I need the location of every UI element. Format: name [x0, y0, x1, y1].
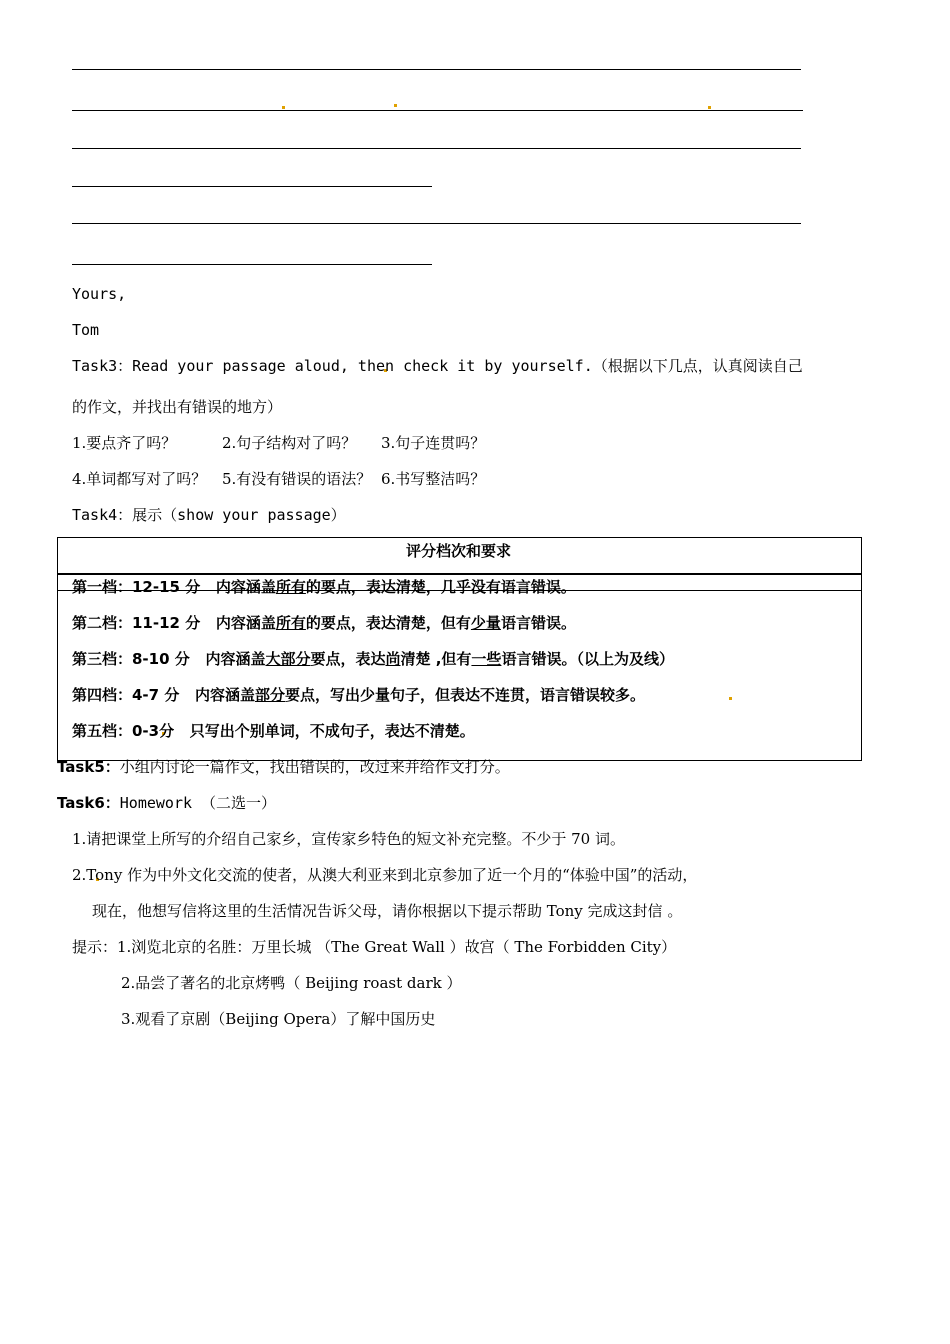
- rubric-text: 语言错误。（以上为及线）: [501, 650, 674, 668]
- rubric-text: 要点，表达: [310, 650, 386, 668]
- task4-line: [72, 505, 346, 525]
- task3-label: Task3：: [72, 357, 133, 375]
- hint-item: 2.品尝了著名的北京烤鸭（ Beijing roast dark ）: [121, 974, 462, 992]
- task6-heading: Homework （二选一）: [119, 794, 277, 812]
- task5-label: Task5：: [57, 758, 120, 776]
- checklist-item: 1.要点齐了吗？: [72, 434, 177, 452]
- rubric-underline: 大部分: [265, 650, 311, 668]
- signoff-yours: Yours,: [72, 285, 127, 303]
- rubric-underline: 所有: [275, 614, 306, 632]
- checklist-item: 3.句子连贯吗？: [381, 434, 486, 452]
- rubric-row: [72, 721, 475, 741]
- task6-line: [57, 793, 276, 813]
- rubric-text: 要点，写出少量句子，但表达不连贯，语言错误较多。: [285, 686, 646, 704]
- signoff-name: Tom: [72, 321, 100, 339]
- writing-line: [72, 148, 801, 149]
- task3-line: [72, 356, 803, 376]
- rubric-tier: 第二档：11-12 分: [72, 614, 201, 632]
- rubric-row: [72, 649, 674, 669]
- checklist-item: 4.单词都写对了吗？: [72, 470, 207, 488]
- hint-label: 提示：: [72, 938, 118, 956]
- writing-line: [72, 110, 803, 111]
- task6-label: Task6：: [57, 794, 120, 812]
- rubric-row: [72, 577, 576, 597]
- checklist-item: 5.有没有错误的语法？: [222, 470, 372, 488]
- task5-text: 小组内讨论一篇作文，找出错误的，改过来并给作文打分。: [119, 758, 510, 776]
- hint-item: 3.观看了京剧（Beijing Opera）了解中国历史: [121, 1010, 436, 1028]
- hint-line: [72, 937, 676, 957]
- writing-line: [72, 264, 432, 265]
- rubric-tier: 第五档：0-3分: [72, 722, 175, 740]
- homework-item-1: 1.请把课堂上所写的介绍自己家乡，宣传家乡特色的短文补充完整。不少于 70 词。: [72, 830, 625, 848]
- task3-text-en: Read your passage aloud, then check it by yourself.: [132, 357, 593, 375]
- rubric-row: [72, 613, 576, 633]
- checklist-item: 6.书写整洁吗？: [381, 470, 486, 488]
- task4-label: Task4：: [72, 506, 133, 524]
- rubric-tier: 第四档：4-7 分: [72, 686, 180, 704]
- rubric-text: 内容涵盖: [215, 614, 276, 632]
- homework-item-2-cont: 现在，他想写信将这里的生活情况告诉父母，请你根据以下提示帮助 Tony 完成这封信 。: [92, 902, 683, 920]
- rubric-tier: 第一档：12-15 分: [72, 578, 201, 596]
- rubric-underline: 尚: [385, 650, 401, 668]
- writing-line: [72, 186, 432, 187]
- rubric-text: 语言错误。: [500, 614, 576, 632]
- rubric-underline: 少量: [470, 614, 501, 632]
- task3-text-cn-b: 的作文，并找出有错误的地方）: [72, 398, 283, 416]
- checklist-item: 2.句子结构对了吗？: [222, 434, 357, 452]
- hint-item: 1.浏览北京的名胜：万里长城 （The Great Wall ）故宫（ The Forbidden City）: [117, 938, 677, 956]
- task5-line: [57, 757, 510, 777]
- rubric-text: 只写出个别单词，不成句子，表达不清楚。: [189, 722, 475, 740]
- scan-speck: [708, 106, 711, 109]
- rubric-text: 的要点，表达清楚，几乎没有语言错误。: [305, 578, 576, 596]
- rubric-text: 清楚 ,但有: [400, 650, 472, 668]
- writing-line: [72, 223, 801, 224]
- rubric-underline: 所有: [275, 578, 306, 596]
- rubric-underline: 部分: [255, 686, 286, 704]
- homework-item-2: 2.Tony 作为中外文化交流的使者，从澳大利亚来到北京参加了近一个月的“体验中国”的活动，: [72, 866, 698, 884]
- rubric-text: 的要点，表达清楚，但有: [305, 614, 471, 632]
- rubric-tier: 第三档：8-10 分: [72, 650, 190, 668]
- scan-speck: [394, 104, 397, 107]
- rubric-underline: 一些: [471, 650, 502, 668]
- rubric-text: 内容涵盖: [195, 686, 256, 704]
- writing-line: [72, 69, 801, 70]
- scan-speck: [282, 106, 285, 109]
- rubric-text: 内容涵盖: [215, 578, 276, 596]
- rubric-title: 评分档次和要求: [405, 542, 511, 560]
- rubric-row: [72, 685, 645, 705]
- rubric-text: 内容涵盖: [205, 650, 266, 668]
- task4-text: 展示（show your passage）: [132, 506, 346, 524]
- task3-text-cn-a: （根据以下几点，认真阅读自己: [592, 357, 803, 375]
